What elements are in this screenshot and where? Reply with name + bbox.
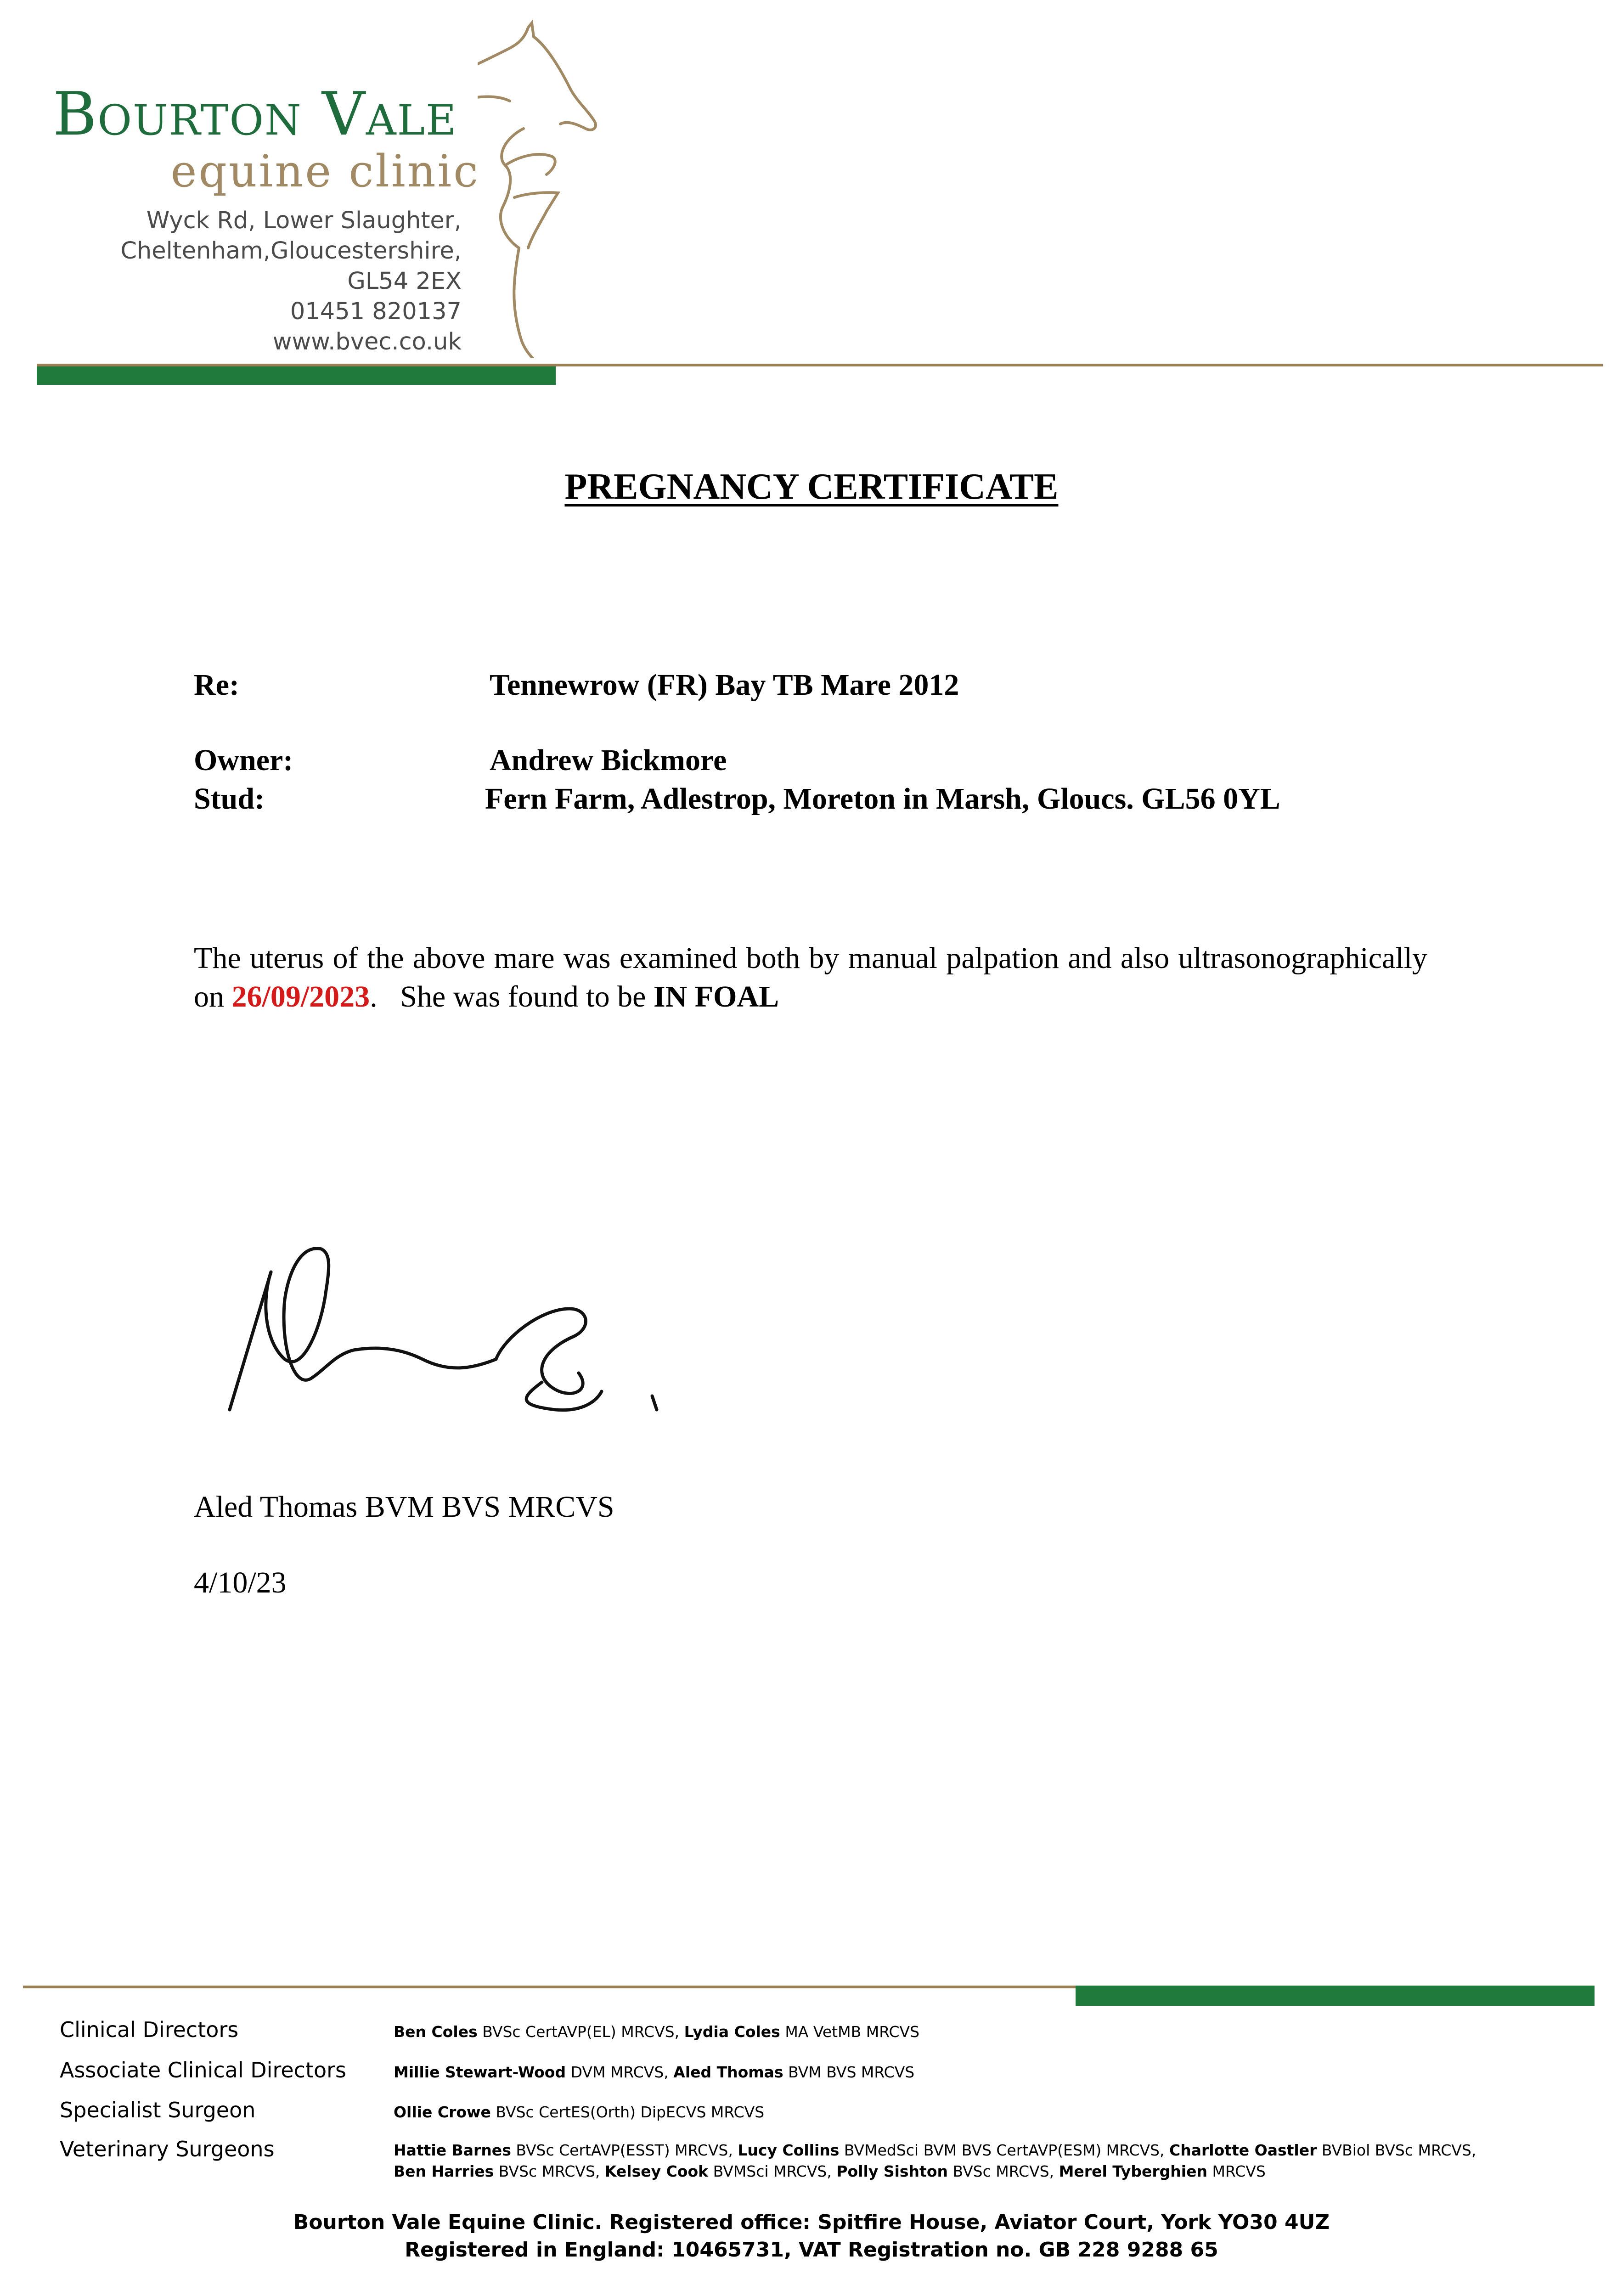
horse-head-logo-icon (478, 18, 615, 358)
footer-green-bar (1076, 1986, 1595, 2006)
phone-number: 01451 820137 (290, 298, 462, 325)
people-clinical-directors: Ben Coles BVSc CertAVP(EL) MRCVS, Lydia Coles MA VetMB MRCVS (394, 2023, 920, 2041)
role-specialist-surgeon: Specialist Surgeon (60, 2098, 256, 2122)
re-value: Tennewrow (FR) Bay TB Mare 2012 (490, 668, 959, 702)
statement-middle: . She was found to be (370, 980, 654, 1013)
exam-date: 26/09/2023 (231, 980, 370, 1013)
role-associate-clinical-directors: Associate Clinical Directors (60, 2058, 347, 2082)
signed-date: 4/10/23 (194, 1566, 287, 1599)
registered-office: Bourton Vale Equine Clinic. Registered office: Spitfire House, Aviator Court, York YO30 4UZ (293, 2211, 1330, 2234)
people-veterinary-surgeons: Hattie Barnes BVSc CertAVP(ESST) MRCVS, Lucy Collins BVMedSci BVM BVS CertAVP(ESM) MRCVS, Charlotte Oastler BVBiol BVSc MRCVS, Ben Harries BVSc MRCVS, Kelsey Cook BVMSci MRCVS, Polly Sishton BVSc MRCVS, Merel Tyberghien MRCVS (394, 2141, 1476, 2180)
role-clinical-directors: Clinical Directors (60, 2017, 239, 2042)
address-line-3: GL54 2EX (347, 268, 462, 295)
page-title (0, 464, 1623, 510)
brand-name-text: Bourton Vale (53, 79, 457, 149)
website-link[interactable]: www.bvec.co.uk (272, 328, 462, 355)
role-veterinary-surgeons: Veterinary Surgeons (60, 2137, 275, 2161)
company-registration: Registered in England: 10465731, VAT Registration no. GB 228 9288 65 (405, 2238, 1218, 2262)
handwritten-signature (220, 1235, 726, 1428)
brand-name (53, 79, 512, 149)
stud-value: Fern Farm, Adlestrop, Moreton in Marsh, Gloucs. GL56 0YL (485, 782, 1280, 816)
people-specialist-surgeon: Ollie Crowe BVSc CertES(Orth) DipECVS MRCVS (394, 2103, 765, 2121)
stud-label: Stud: (194, 782, 265, 816)
owner-value: Andrew Bickmore (490, 743, 727, 777)
address-line-1: Wyck Rd, Lower Slaughter, (146, 207, 462, 234)
people-associate-clinical-directors: Millie Stewart-Wood DVM MRCVS, Aled Thomas BVM BVS MRCVS (394, 2063, 915, 2081)
owner-label: Owner: (194, 743, 293, 777)
page-title-text: PREGNANCY CERTIFICATE (564, 467, 1059, 507)
brand-subtitle: equine clinic (170, 146, 480, 197)
statement-prefix: The uterus of the above mare was examined both by manual palpation and also ultrasonographically on (194, 941, 1427, 1013)
header-green-bar (37, 366, 556, 385)
signatory-name: Aled Thomas BVM BVS MRCVS (194, 1490, 614, 1524)
pregnancy-result: IN FOAL (653, 980, 779, 1013)
re-label: Re: (194, 668, 239, 702)
address-line-2: Cheltenham,Gloucestershire, (120, 237, 462, 264)
examination-statement (194, 939, 1427, 1016)
